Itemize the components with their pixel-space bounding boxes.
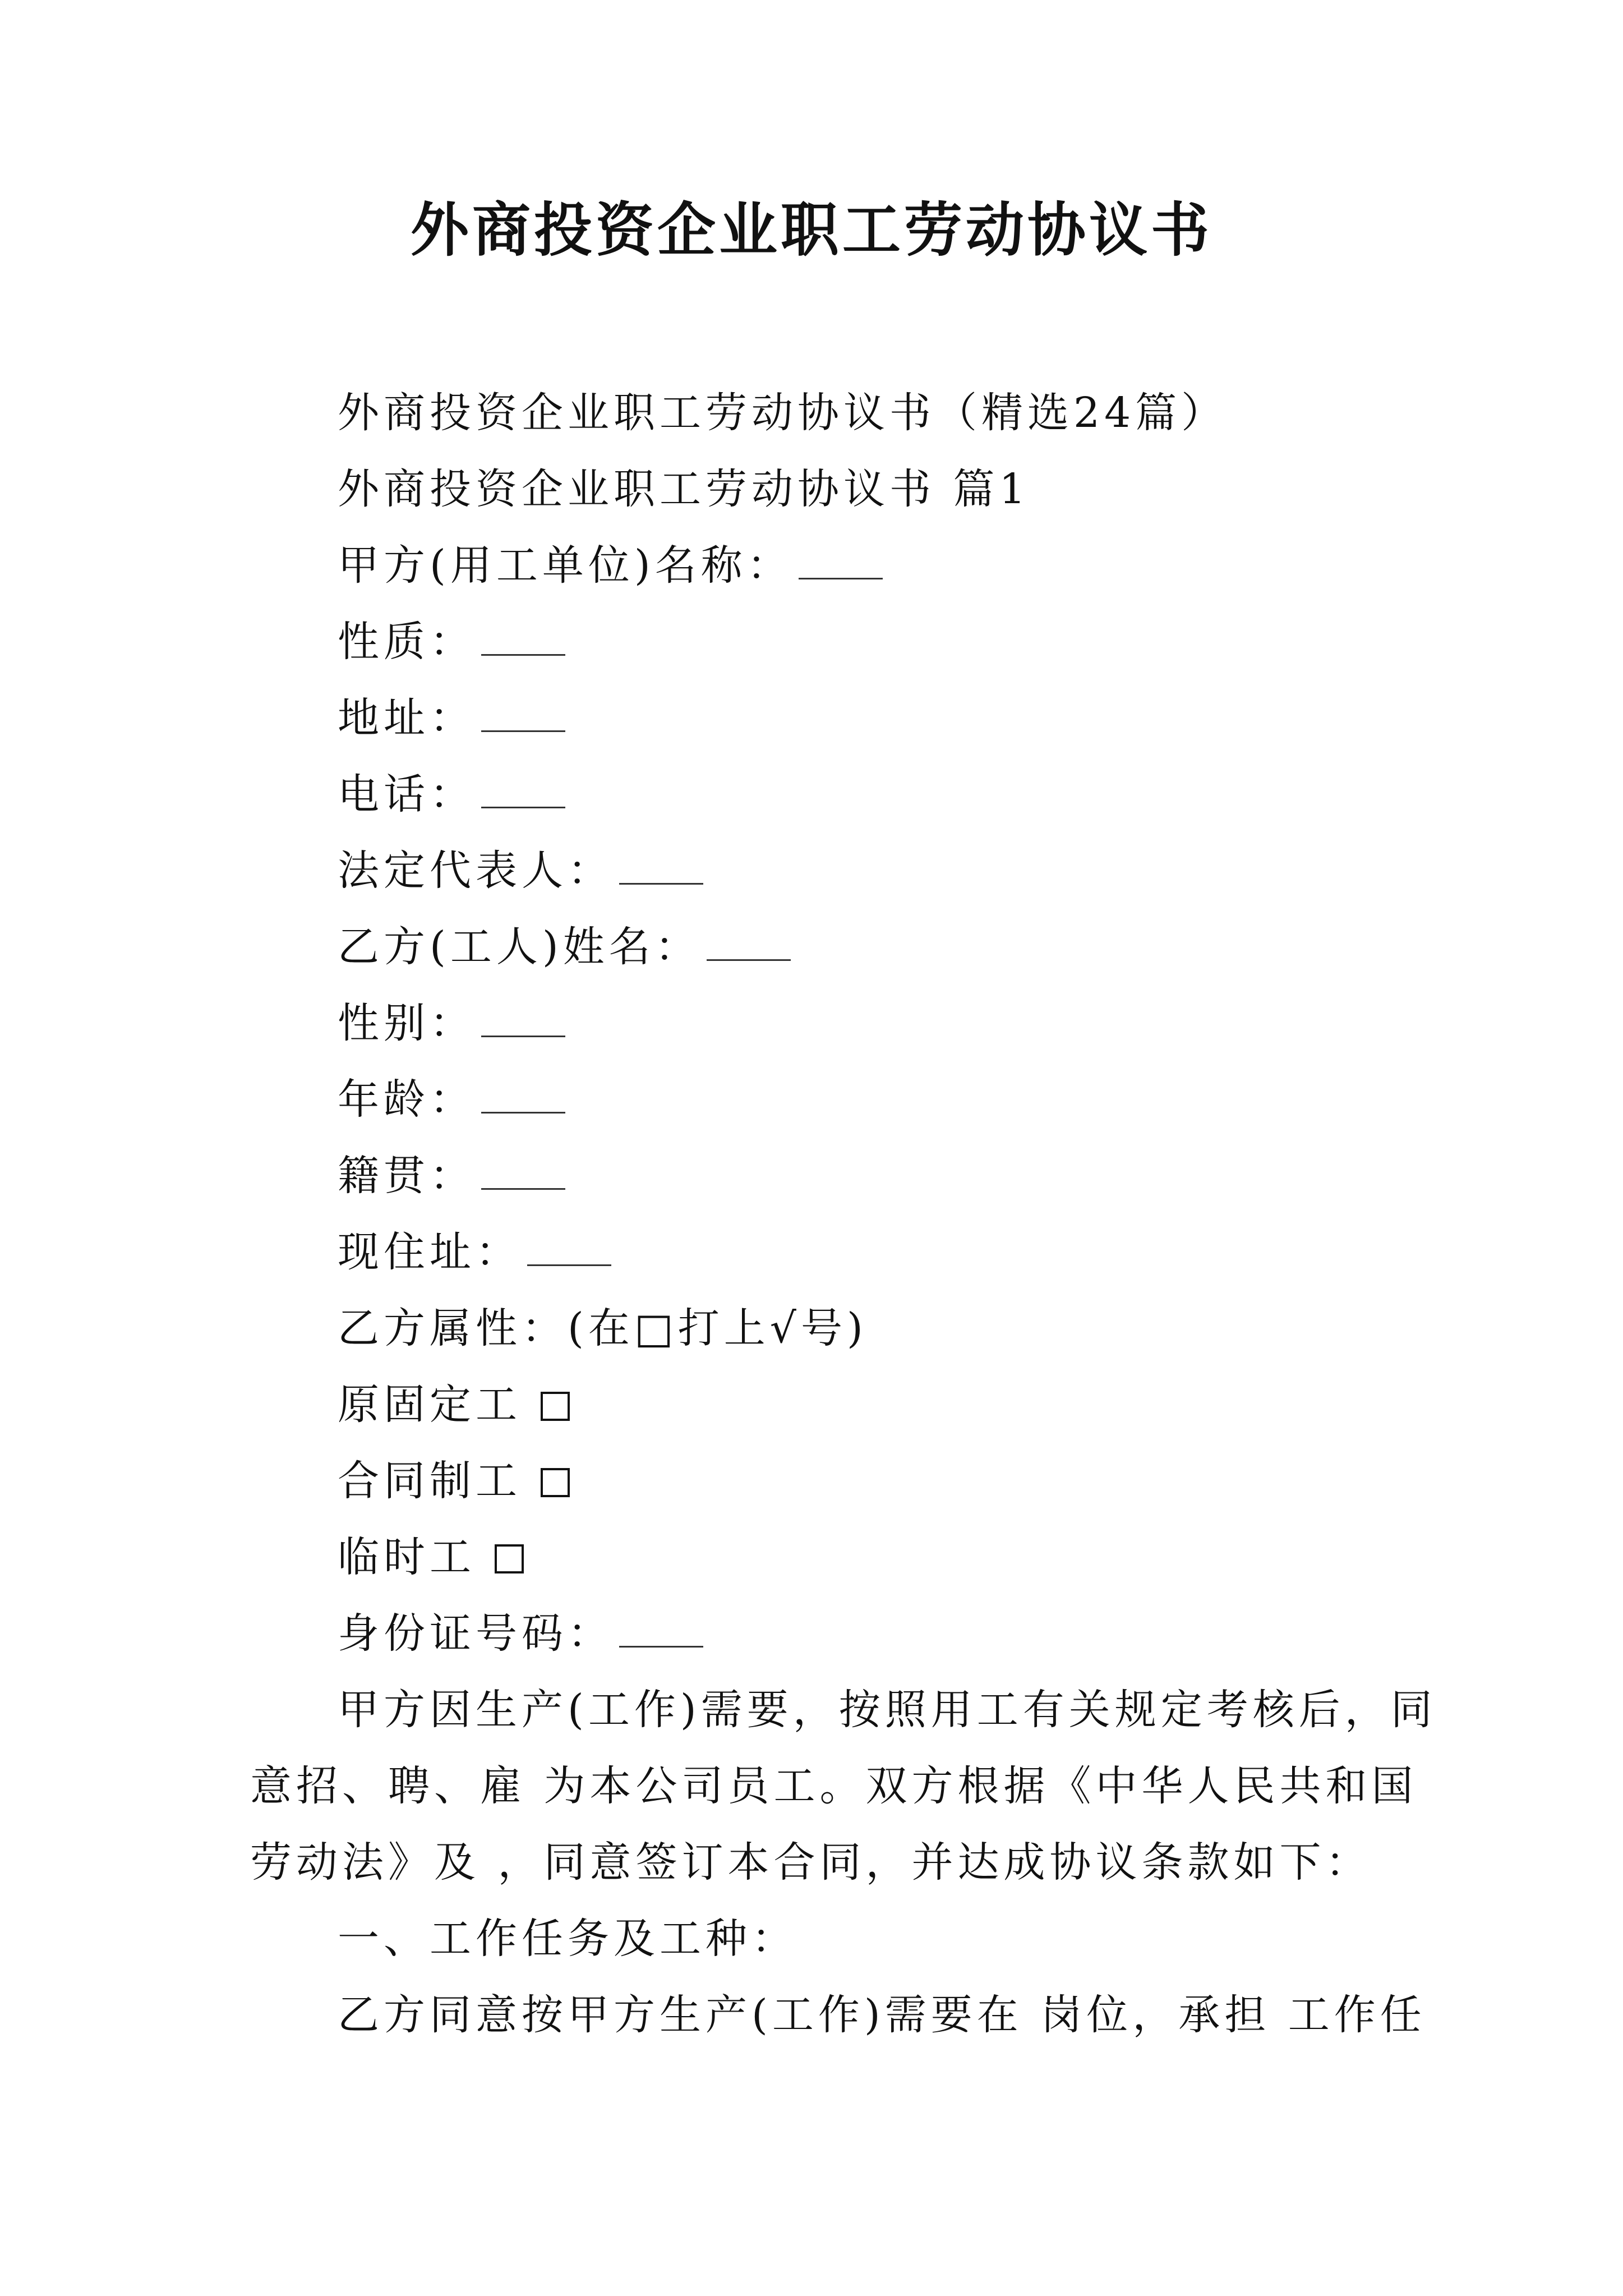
document-title: 外商投资企业职工劳动协议书: [410, 195, 1212, 264]
address-blank[interactable]: [481, 697, 565, 732]
party-b-name-label: 乙方(工人)姓名：: [338, 923, 701, 971]
gender-blank[interactable]: [481, 1002, 565, 1037]
address-row: [338, 690, 565, 746]
type-contract-label: 合同制工: [338, 1457, 522, 1505]
current-address-blank[interactable]: [527, 1231, 611, 1266]
type-fixed-checkbox[interactable]: [541, 1392, 570, 1421]
party-a-name-blank[interactable]: [799, 544, 883, 579]
age-blank[interactable]: [481, 1078, 565, 1114]
gender-label: 性别：: [338, 999, 476, 1047]
party-a-name-row: [338, 537, 883, 593]
legal-rep-blank[interactable]: [619, 849, 703, 885]
phone-label: 电话：: [338, 770, 476, 818]
type-contract-row: [338, 1453, 570, 1509]
nature-label: 性质：: [338, 618, 476, 666]
legal-rep-row: [338, 843, 703, 899]
party-b-name-row: [338, 919, 791, 975]
gender-row: [338, 995, 565, 1051]
section-1-heading: 一、工作任务及工种：: [338, 1915, 797, 1963]
type-fixed-row: [338, 1377, 570, 1433]
subtitle-line: 外商投资企业职工劳动协议书（精选24篇）: [338, 389, 1228, 437]
paragraph-1-line-2: 意招、聘、雇 为本公司员工。双方根据《中华人民共和国: [250, 1762, 1418, 1810]
current-address-row: [338, 1224, 611, 1280]
native-place-row: [338, 1148, 565, 1204]
type-temp-label: 临时工: [338, 1533, 476, 1581]
party-a-name-label: 甲方(用工单位)名称：: [338, 541, 793, 590]
party-b-name-blank[interactable]: [707, 926, 791, 961]
id-number-blank[interactable]: [619, 1612, 703, 1648]
paragraph-1-line-3: 劳动法》及 ，同意签订本合同，并达成协议条款如下：: [250, 1838, 1372, 1887]
chapter-heading: 外商投资企业职工劳动协议书 篇1: [338, 465, 1030, 513]
party-b-type-line: 乙方属性：(在□打上√号): [338, 1304, 868, 1352]
id-number-label: 身份证号码：: [338, 1609, 614, 1658]
paragraph-1-line-1: 甲方因生产(工作)需要，按照用工有关规定考核后，同: [338, 1686, 1437, 1734]
native-place-label: 籍贯：: [338, 1152, 476, 1200]
type-temp-row: [338, 1529, 524, 1585]
type-fixed-label: 原固定工: [338, 1381, 522, 1429]
nature-row: [338, 614, 565, 670]
age-label: 年龄：: [338, 1075, 476, 1124]
phone-row: [338, 766, 565, 822]
phone-blank[interactable]: [481, 773, 565, 808]
paragraph-2-line-1: 乙方同意按甲方生产(工作)需要在 岗位，承担 工作任: [338, 1991, 1426, 2039]
legal-rep-label: 法定代表人：: [338, 846, 614, 895]
nature-blank[interactable]: [481, 620, 565, 656]
type-contract-checkbox[interactable]: [541, 1468, 570, 1497]
type-temp-checkbox[interactable]: [495, 1544, 524, 1573]
address-label: 地址：: [338, 694, 476, 742]
current-address-label: 现住址：: [338, 1228, 522, 1276]
native-place-blank[interactable]: [481, 1154, 565, 1190]
id-number-row: [338, 1605, 703, 1662]
age-row: [338, 1071, 565, 1128]
